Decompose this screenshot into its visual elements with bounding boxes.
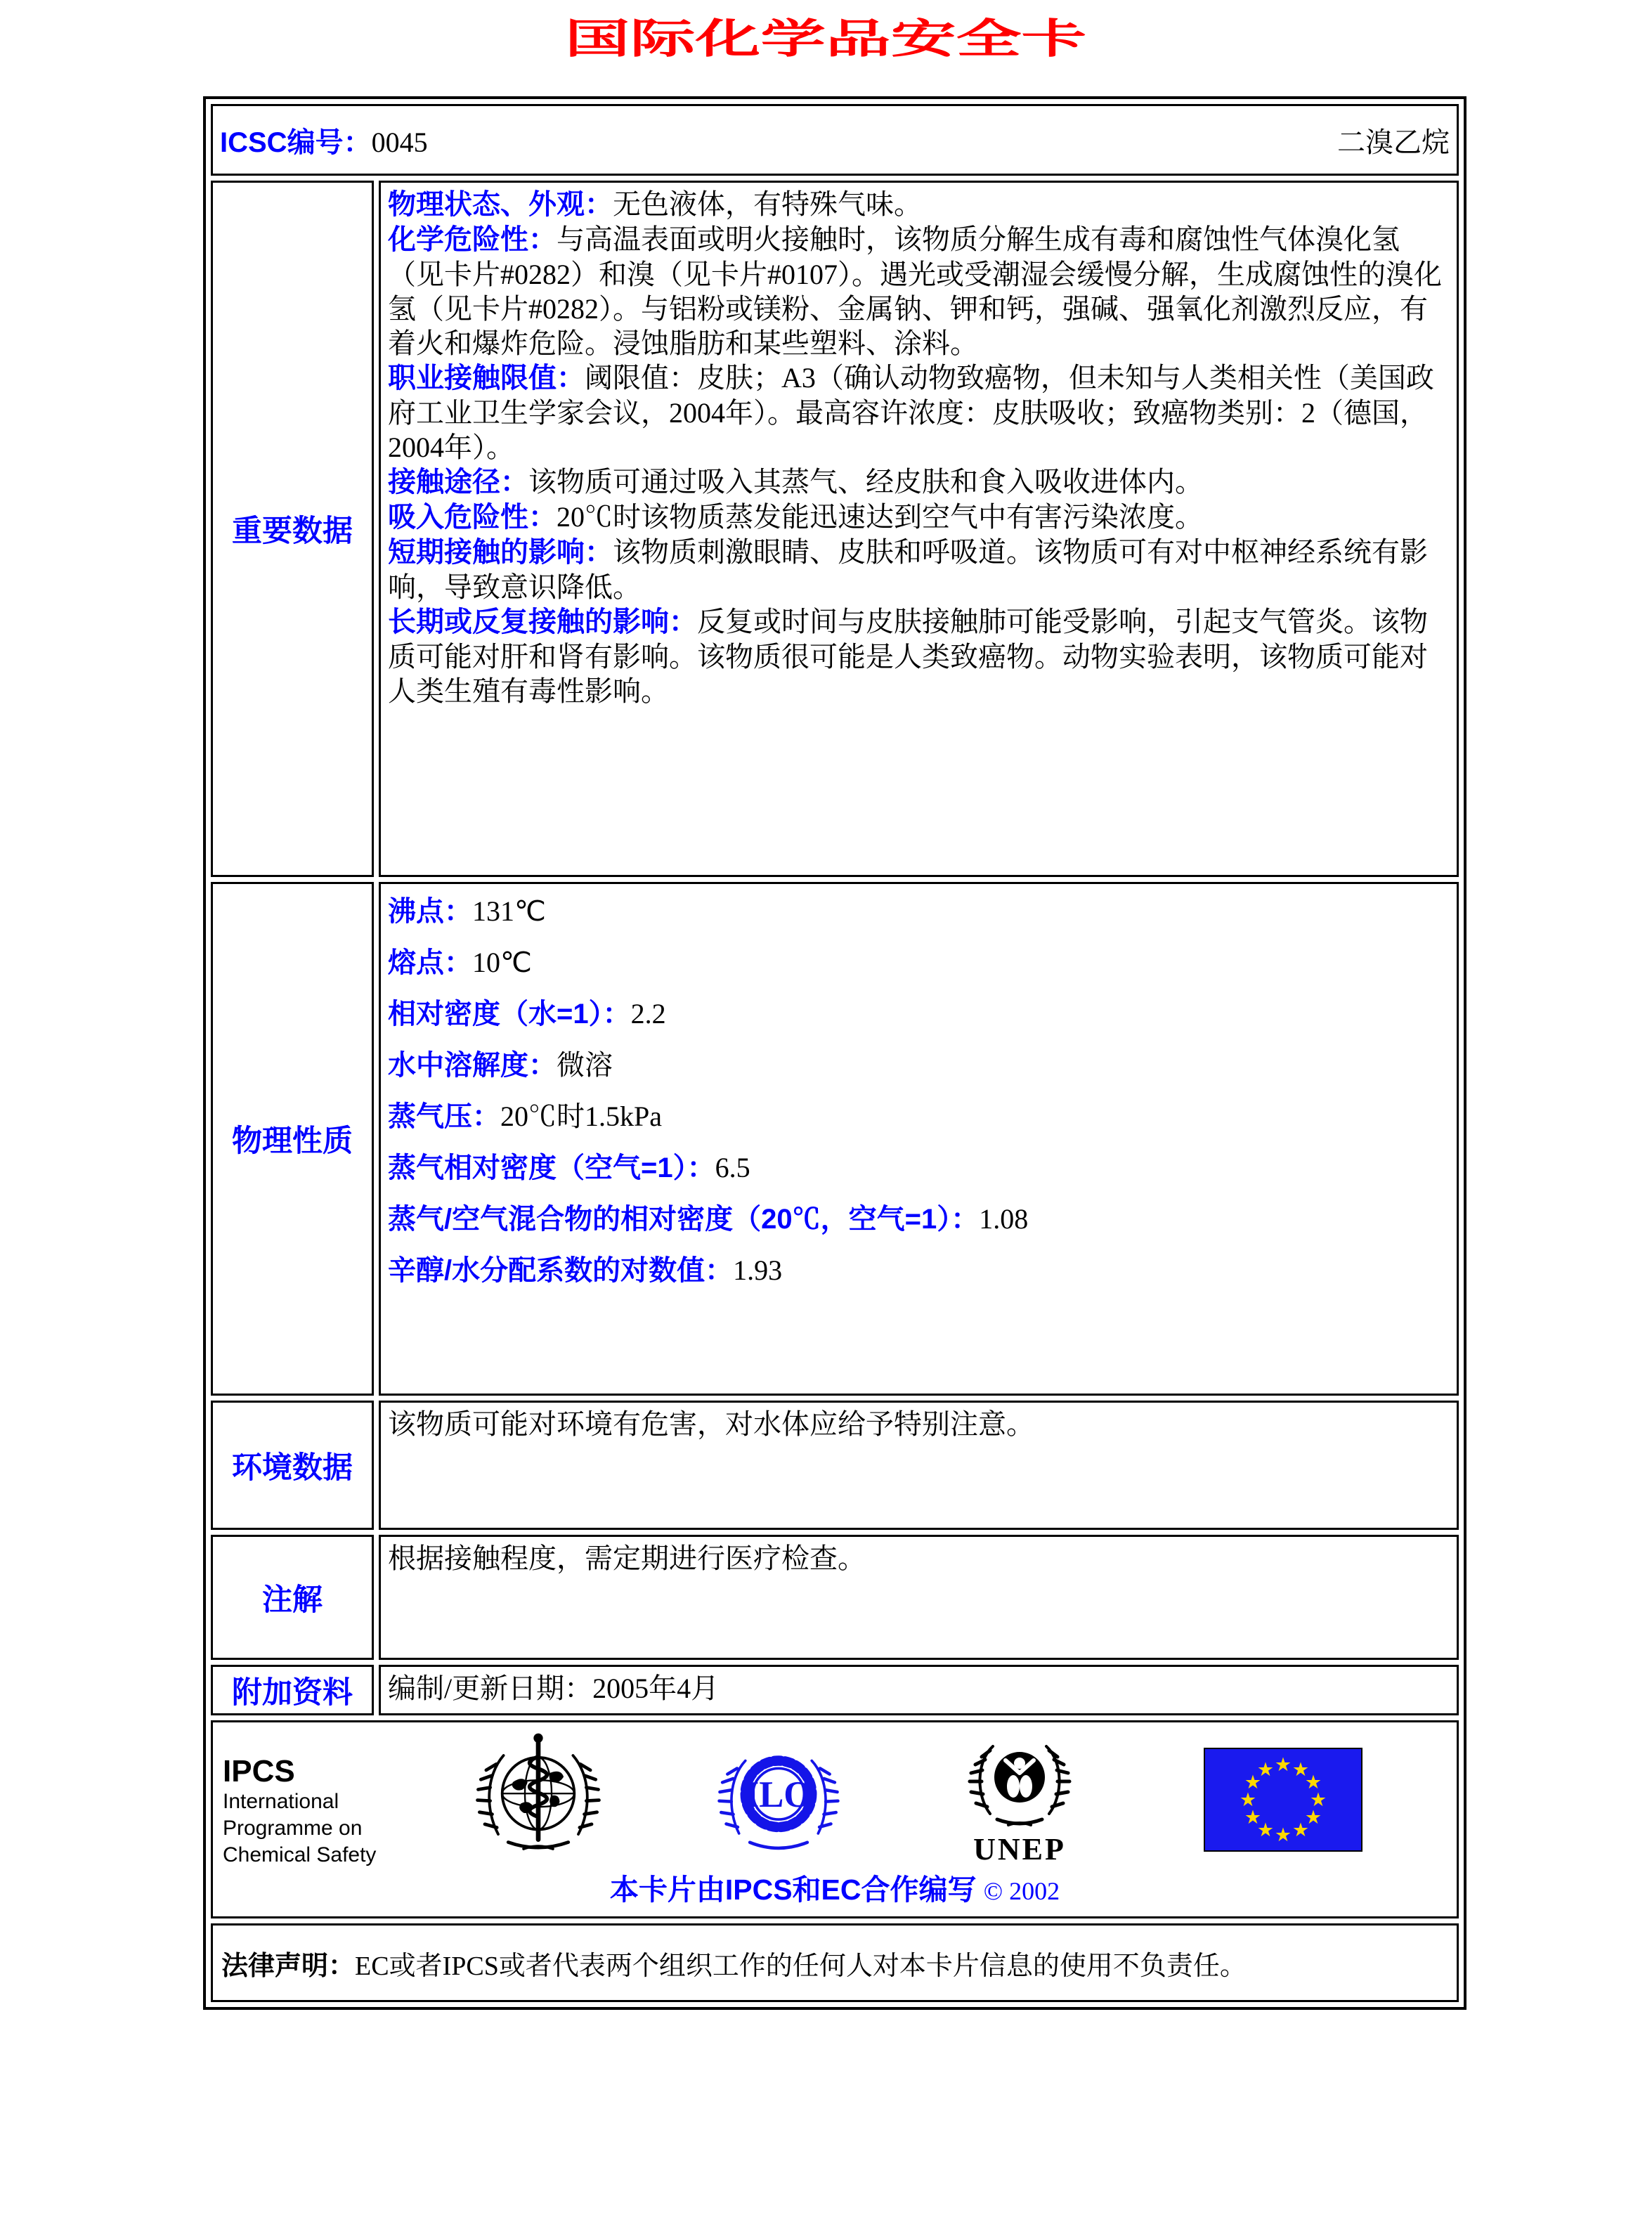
svg-text:★: ★ <box>1244 1772 1262 1793</box>
notes-section-label: 注解 <box>211 1535 374 1660</box>
icsc-number-value: 0045 <box>371 126 428 158</box>
svg-text:★: ★ <box>1304 1772 1322 1793</box>
property-row: 蒸气相对密度（空气=1）：6.5 <box>388 1152 750 1183</box>
environmental-data-section-label: 环境数据 <box>211 1401 374 1530</box>
row-additional-info <box>211 1665 1459 1715</box>
row-environmental-data <box>211 1401 1459 1530</box>
row-important-data <box>211 181 1459 877</box>
header-row <box>211 104 1459 176</box>
ilo-letters: ILO <box>744 1774 813 1815</box>
property-row: 辛醇/水分配系数的对数值：1.93 <box>388 1254 783 1286</box>
ipcs-line: Chemical Safety <box>223 1843 377 1866</box>
important-item: 化学危险性：与高温表面或明火接触时，该物质分解生成有毒和腐蚀性气体溴化氢（见卡片#0282）和溴（见卡片#0107）。遇光或受潮湿会缓慢分解，生成腐蚀性的溴化氢（见卡片#0282）。与铝粉或镁粉、金属钠、钾和钙，强碱、强氧化剂激烈反应，有着火和爆炸危险。浸蚀脂肪和某些塑料、涂料。 <box>388 223 1442 359</box>
svg-text:★: ★ <box>1309 1789 1327 1811</box>
credit-text: 本卡片由IPCS和EC合作编写 <box>609 1873 977 1906</box>
who-logo-icon <box>471 1727 605 1864</box>
property-row: 水中溶解度：微溶 <box>388 1049 613 1081</box>
svg-text:★: ★ <box>1292 1819 1310 1841</box>
ipcs-line: International <box>223 1790 339 1813</box>
unep-logo-icon <box>963 1728 1076 1833</box>
ipcs-name: IPCS <box>223 1754 295 1788</box>
important-item: 长期或反复接触的影响：反复或时间与皮肤接触肺可能受影响，引起支气管炎。该物质可能对肝和肾有影响。该物质很可能是人类致癌物。动物实验表明，该物质可能对人类生殖有毒性影响。 <box>388 606 1428 707</box>
property-row: 蒸气/空气混合物的相对密度（20℃，空气=1）：1.08 <box>388 1203 1029 1235</box>
icsc-card-table <box>203 96 1466 2010</box>
physical-properties-section-label: 物理性质 <box>211 882 374 1396</box>
svg-text:★: ★ <box>1244 1807 1262 1829</box>
svg-text:★: ★ <box>1304 1807 1322 1829</box>
svg-text:★: ★ <box>1292 1759 1310 1781</box>
credit-year: © 2002 <box>983 1877 1060 1905</box>
svg-text:★: ★ <box>1274 1754 1292 1776</box>
important-data-content <box>379 181 1459 877</box>
row-legal <box>211 1923 1459 2002</box>
important-item: 短期接触的影响：该物质刺激眼睛、皮肤和呼吸道。该物质可有对中枢神经系统有影响，导致意识降低。 <box>388 536 1428 603</box>
row-physical-properties <box>211 882 1459 1396</box>
unep-text: UNEP <box>973 1832 1066 1866</box>
additional-info-content: 编制/更新日期：2005年4月 <box>379 1665 1459 1715</box>
legal-text: EC或者IPCS或者代表两个组织工作的任何人对本卡片信息的使用不负责任。 <box>355 1951 1247 1981</box>
svg-text:★: ★ <box>1256 1819 1275 1841</box>
chemical-name: 二溴乙烷 <box>1337 126 1450 158</box>
eu-flag-icon <box>1204 1748 1362 1852</box>
property-row: 蒸气压：20℃时1.5kPa <box>388 1100 662 1132</box>
page-title: 国际化学品安全卡 <box>565 16 1087 62</box>
additional-info-section-label: 附加资料 <box>211 1665 374 1715</box>
svg-text:★: ★ <box>1256 1759 1275 1781</box>
important-item: 吸入危险性：20℃时该物质蒸发能迅速达到空气中有害污染浓度。 <box>388 501 1203 533</box>
physical-properties-content <box>379 882 1459 1396</box>
property-row: 熔点：10℃ <box>388 947 532 978</box>
svg-text:★: ★ <box>1239 1789 1257 1811</box>
ipcs-block <box>223 1755 376 1869</box>
credit-line <box>213 1866 1457 1908</box>
important-item: 职业接触限值：阈限值：皮肤；A3（确认动物致癌物，但未知与人类相关性（美国政府工业卫生学家会议，2004年）。最高容许浓度：皮肤吸收；致癌物类别：2（德国，2004年）。 <box>388 362 1434 463</box>
row-notes <box>211 1535 1459 1660</box>
icsc-number-label: ICSC编号： <box>220 126 372 158</box>
important-data-section-label: 重要数据 <box>211 181 374 877</box>
notes-content: 根据接触程度，需定期进行医疗检查。 <box>379 1535 1459 1660</box>
header-cell <box>211 104 1459 176</box>
unep-block <box>956 1728 1083 1867</box>
property-row: 沸点：131℃ <box>388 895 546 927</box>
row-logos <box>211 1720 1459 1918</box>
svg-text:★: ★ <box>1274 1824 1292 1846</box>
ilo-logo-icon <box>715 1736 843 1862</box>
icsc-number <box>220 120 428 160</box>
legal-label: 法律声明： <box>221 1951 356 1981</box>
environmental-data-content: 该物质可能对环境有危害，对水体应给予特别注意。 <box>379 1401 1459 1530</box>
legal-cell <box>211 1923 1459 2002</box>
logos-cell <box>211 1720 1459 1918</box>
important-item: 物理状态、外观：无色液体，有特殊气味。 <box>388 188 922 220</box>
ipcs-line: Programme on <box>223 1817 363 1840</box>
important-item: 接触途径：该物质可通过吸入其蒸气、经皮肤和食入吸收进体内。 <box>388 466 1203 498</box>
property-row: 相对密度（水=1）：2.2 <box>388 998 666 1030</box>
